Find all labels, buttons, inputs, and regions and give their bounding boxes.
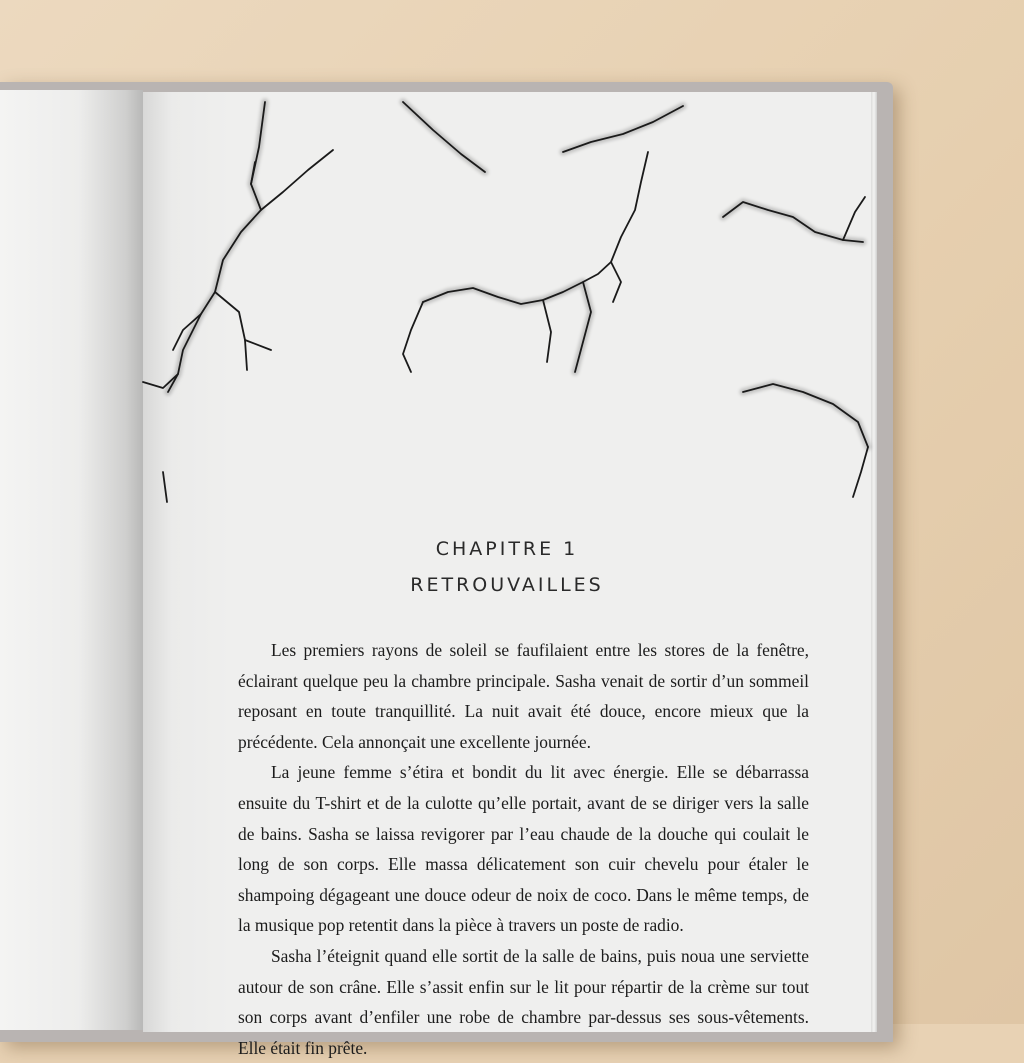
paragraph: Les premiers rayons de soleil se faufilaient entre les stores de la fenêtre, éclairant quelque peu la chambre principale. Sasha venait de sortir d’un sommeil reposant en toute tranquillité. La nuit avait été douce, encore mieux que la précédente. Cela annonçait une excellente journée.: [238, 640, 809, 752]
crack-6: [743, 384, 868, 447]
cracked-wall-illustration: [143, 92, 871, 512]
chapter-body: [238, 635, 809, 1063]
crack-5: [723, 202, 863, 242]
paragraph: Sasha l’éteignit quand elle sortit de la salle de bains, puis noua une serviette autour de son crâne. Elle s’assit enfin sur le lit pour répartir de la crème sur tout son corps avant d’enfiler une robe de chambre par-dessus ses sous-vêtements. Elle était fin prête.: [238, 945, 809, 1058]
page-edge: [871, 92, 877, 1032]
right-page: [143, 92, 871, 1058]
paragraph: La jeune femme s’étira et bondit du lit avec énergie. Elle se débarrassa ensuite du T-shirt et de la culotte qu’elle portait, avant de se diriger vers la salle de bains. Sasha se laissa revigorer par l’eau chaude de la douche qui coulait le long de son corps. Elle massa délicatement son cuir chevelu pour étaler le shampoing dégageant une douce odeur de noix de coco. Dans le même temps, de la musique pop retentit dans la pièce à travers un poste de radio.: [238, 762, 809, 936]
left-page: [0, 90, 143, 1030]
chapter-title: RETROUVAILLES: [410, 574, 604, 596]
chapter-number: CHAPITRE 1: [435, 538, 579, 560]
